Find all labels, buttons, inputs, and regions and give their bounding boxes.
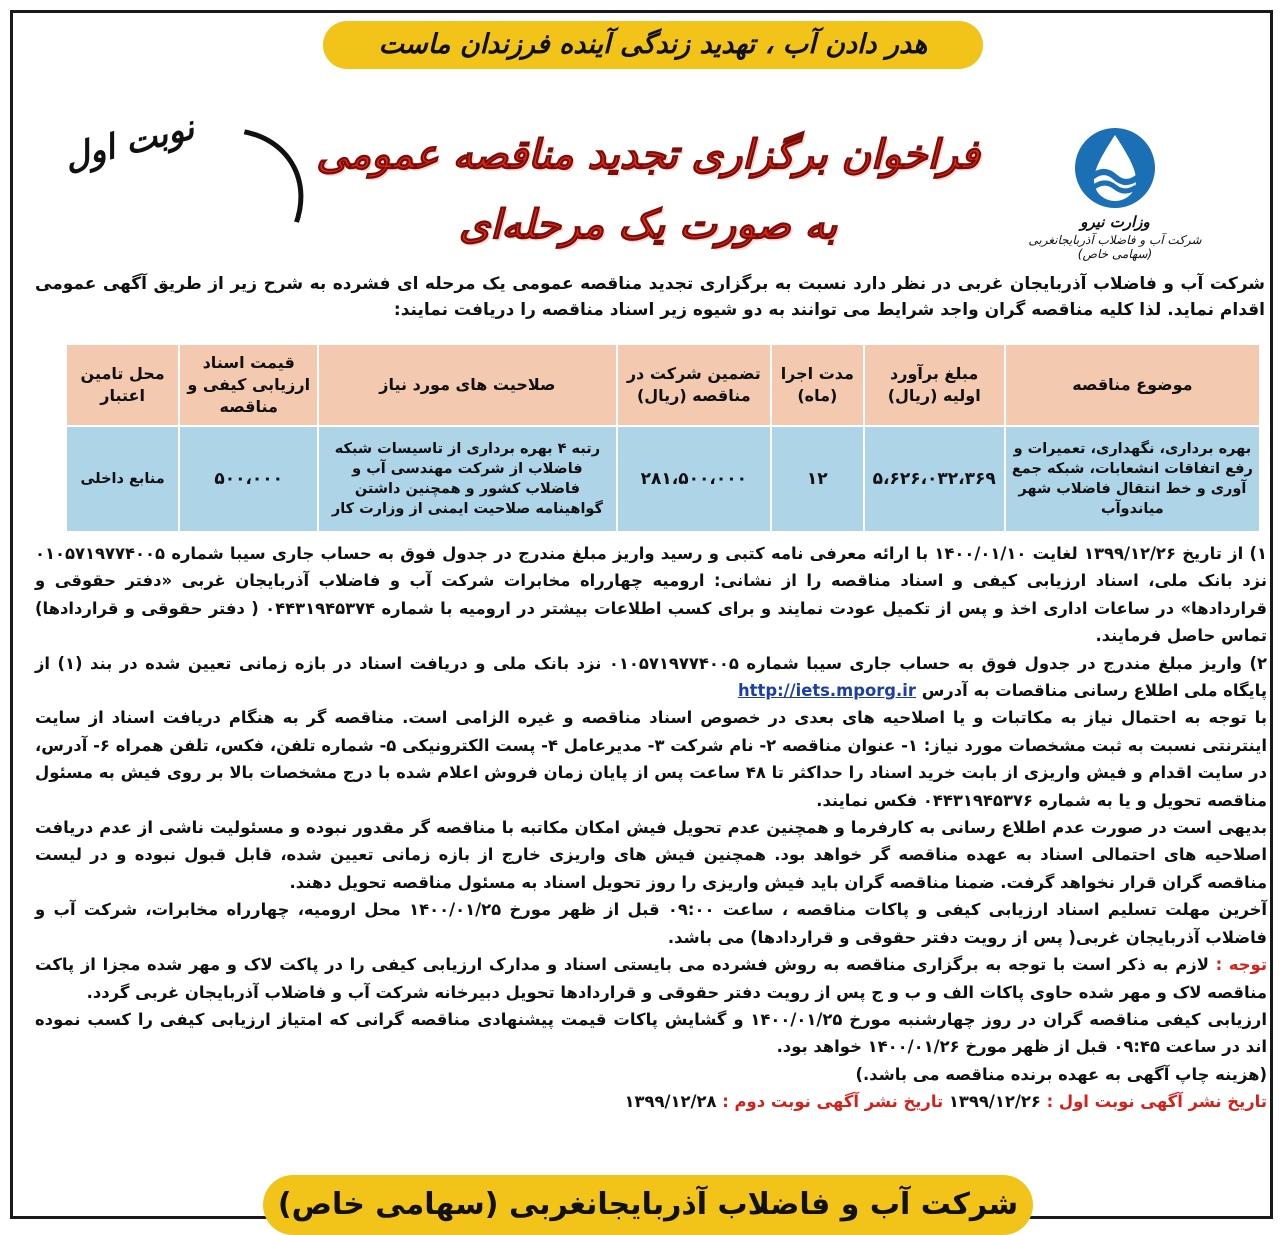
paragraph-1: ۱) از تاریخ ۱۳۹۹/۱۲/۲۶ لغایت ۱۴۰۰/۰۱/۱۰ با ارائه معرفی نامه کتبی و رسید واریز مبلغ مندرج در جدول فوق به حساب جاری سیبا شماره ۰۱۰۵۷۱۹۷۷۴۰۰۵ نزد بانک ملی، اسناد ارزیابی کیفی و اسناد مناقصه را از نشانی: ارومیه چهارراه مخابرات شرکت آب و فاضلاب آذربایجان غربی «دفتر حقوقی و قراردادها» در ساعات اداری اخذ و پس از تکمیل عودت نمایند و برای کسب اطلاعات بیشتر در ارومیه با شماره ۰۴۴۳۱۹۴۵۳۷۴ ( دفتر حقوقی و قراردادها) تماس حاصل فرمایند. (35, 544, 1267, 646)
header-qualifications: صلاحیت های مورد نیاز (318, 344, 616, 426)
paragraph-3: با توجه به احتمال نیاز به مکاتبات و یا اصلاحیه های بعدی در خصوص اسناد مناقصه و غیره الزامی است. مناقصه گر به هنگام دریافت اسناد از سایت اینترنتی نسبت به ثبت مشخصات مورد نیاز: ۱- عنوان مناقصه ۲- نام شرکت ۳- مدیرعامل ۴- پست الکترونیکی ۵- شماره تلفن، فکس، تلفن همراه ۶- آدرس، در سایت اقدام و فیش واریزی از بابت خرید اسناد را حداکثر تا ۴۸ ساعت پس از پایان زمان فروش اعلام شده با درج مشخصات بالا بر روی فیش به مسئول مناقصه تحویل و یا به شماره ۰۴۴۳۱۹۴۵۳۷۶ فکس نمایند. (35, 708, 1267, 810)
header-duration: مدت اجرا (ماه) (771, 344, 864, 426)
header-funding-source: محل تامین اعتبار (66, 344, 179, 426)
notice-title-line1: فراخوان برگزاری تجدید مناقصه عمومی (316, 131, 980, 178)
paragraph-2-text: ۲) واریز مبلغ مندرج در جدول فوق به حساب جاری سیبا شماره ۰۱۰۵۷۱۹۷۷۴۰۰۵ نزد بانک ملی و دریافت اسناد در بازه زمانی تعیین شده در بند (۱) از پایگاه ملی اطلاع رسانی مناقصات به آدرس (35, 653, 1267, 701)
round-label: نوبت اول (60, 107, 199, 179)
publication-1-date: ۱۳۹۹/۱۲/۲۶ (948, 1092, 1041, 1112)
paragraph-8: (هزینه چاپ آگهی به عهده برنده مناقصه می باشد.) (855, 1064, 1267, 1084)
header-estimate: مبلغ برآورد اولیه (ریال) (864, 344, 1005, 426)
tender-portal-link[interactable]: http://iets.mporg.ir (738, 681, 916, 701)
cell-funding-source: منابع داخلی (66, 426, 179, 532)
tender-table-row (66, 426, 1260, 532)
note-label: توجه : (1215, 955, 1267, 975)
tender-table (65, 343, 1261, 533)
footer-company-banner: شرکت آب و فاضلاب آذربایجانغربی (سهامی خاص) (263, 1175, 1033, 1235)
notice-frame (10, 10, 1273, 1222)
tender-table-header-row (66, 344, 1260, 426)
header-guarantee: تضمین شرکت در مناقصه (ریال) (617, 344, 771, 426)
cell-duration: ۱۲ (771, 426, 864, 532)
paragraph-2 (35, 650, 1267, 705)
logo-company-text: شرکت آب و فاضلاب آذربایجانغربی (سهامی خاص) (1028, 233, 1202, 261)
intro-paragraph: شرکت آب و فاضلاب آذربایجان غربی در نظر دارد نسبت به برگزاری تجدید مناقصه عمومی یک مرحله ای فشرده به شرح زیر از طریق آگهی عمومی اقدام نماید. لذا کلیه مناقصه گران واجد شرایط می توانند به دو شیوه زیر اسناد مناقصه را دریافت نمایند: (35, 274, 1265, 320)
notice-title-line2: به صورت یک مرحله‌ای (458, 201, 838, 248)
paragraph-4: بدیهی است در صورت عدم اطلاع رسانی به کارفرما و همچنین عدم تحویل فیش امکان مکاتبه با مناقصه گر مقدور نبوده و مسئولیت ناشی از عدم دریافت اصلاحیه های احتمالی اسناد به عهده مناقصه گر خواهد بود. همچنین فیش های واریزی خارج از بازه زمانی تعیین شده، قابل قبول نبوده و در لیست مناقصه گران قرار نخواهد گرفت. ضمنا مناقصه گران باید فیش واریزی را روز تحویل اسناد به مسئول مناقصه تحویل دهند. (35, 818, 1267, 892)
cell-estimate: ۵،۶۲۶،۰۳۲،۳۶۹ (864, 426, 1005, 532)
header-subject: موضوع مناقصه (1005, 344, 1260, 426)
slogan-banner: هدر دادن آب ، تهدید زندگی آینده فرزندان ماست (323, 21, 983, 69)
cell-document-price: ۵۰۰،۰۰۰ (179, 426, 318, 532)
publication-2-label: تاریخ نشر آگهی نوبت دوم : (722, 1092, 944, 1112)
cell-qualifications: رتبه ۴ بهره برداری از تاسیسات شبکه فاضلاب از شرکت مهندسی آب و فاضلاب کشور و همچنین داشتن گواهینامه صلاحیت ایمنی از وزارت کار (318, 426, 616, 532)
paragraph-7: ارزیابی کیفی مناقصه گران در روز چهارشنبه مورخ ۱۴۰۰/۰۱/۲۵ و گشایش پاکات قیمت پیشنهادی مناقصه گرانی که امتیاز ارزیابی کیفی را کسب نموده اند در ساعت ۰۹:۴۵ قبل از ظهر مورخ ۱۴۰۰/۰۱/۲۶ خواهد بود. (35, 1009, 1267, 1057)
cell-guarantee: ۲۸۱،۵۰۰،۰۰۰ (617, 426, 771, 532)
water-drop-logo-icon (1072, 125, 1158, 211)
paragraph-6-text: لازم به ذکر است با توجه به برگزاری مناقصه به روش فشرده می بایستی اسناد و مدارک ارزیابی کیفی را در پاکت لاک و مهر شده مجزا از پاکت مناقصه لاک و مهر شده حاوی پاکات الف و ب و ج پس از رویت دفتر حقوقی و قراردادها تحویل دبیرخانه شرکت آب و فاضلاب آذربایجان غربی گردد. (35, 955, 1267, 1002)
logo-ministry-text: وزارت نیرو (1080, 213, 1150, 231)
notice-body (35, 540, 1267, 1116)
publication-2-date: ۱۳۹۹/۱۲/۲۸ (624, 1092, 717, 1112)
header-document-price: قیمت اسناد ارزیابی کیفی و مناقصه (179, 344, 318, 426)
paragraph-5: آخرین مهلت تسلیم اسناد ارزیابی کیفی و پاکات مناقصه ، ساعت ۰۹:۰۰ قبل از ظهر مورخ ۱۴۰۰/۰۱/۲۵ محل ارومیه، چهارراه مخابرات، شرکت آب و فاضلاب آذربایجان غربی( پس از رویت دفتر حقوقی و قراردادها) می باشد. (35, 900, 1267, 947)
paragraph-6 (35, 951, 1267, 1006)
publication-1-label: تاریخ نشر آگهی نوبت اول : (1046, 1092, 1267, 1112)
publication-dates (35, 1088, 1267, 1115)
company-logo (1020, 125, 1210, 265)
cell-subject: بهره برداری، نگهداری، تعمیرات و رفع اتفاقات انشعابات، شبکه جمع آوری و خط انتقال فاضلاب شهر میاندوآب (1005, 426, 1260, 532)
